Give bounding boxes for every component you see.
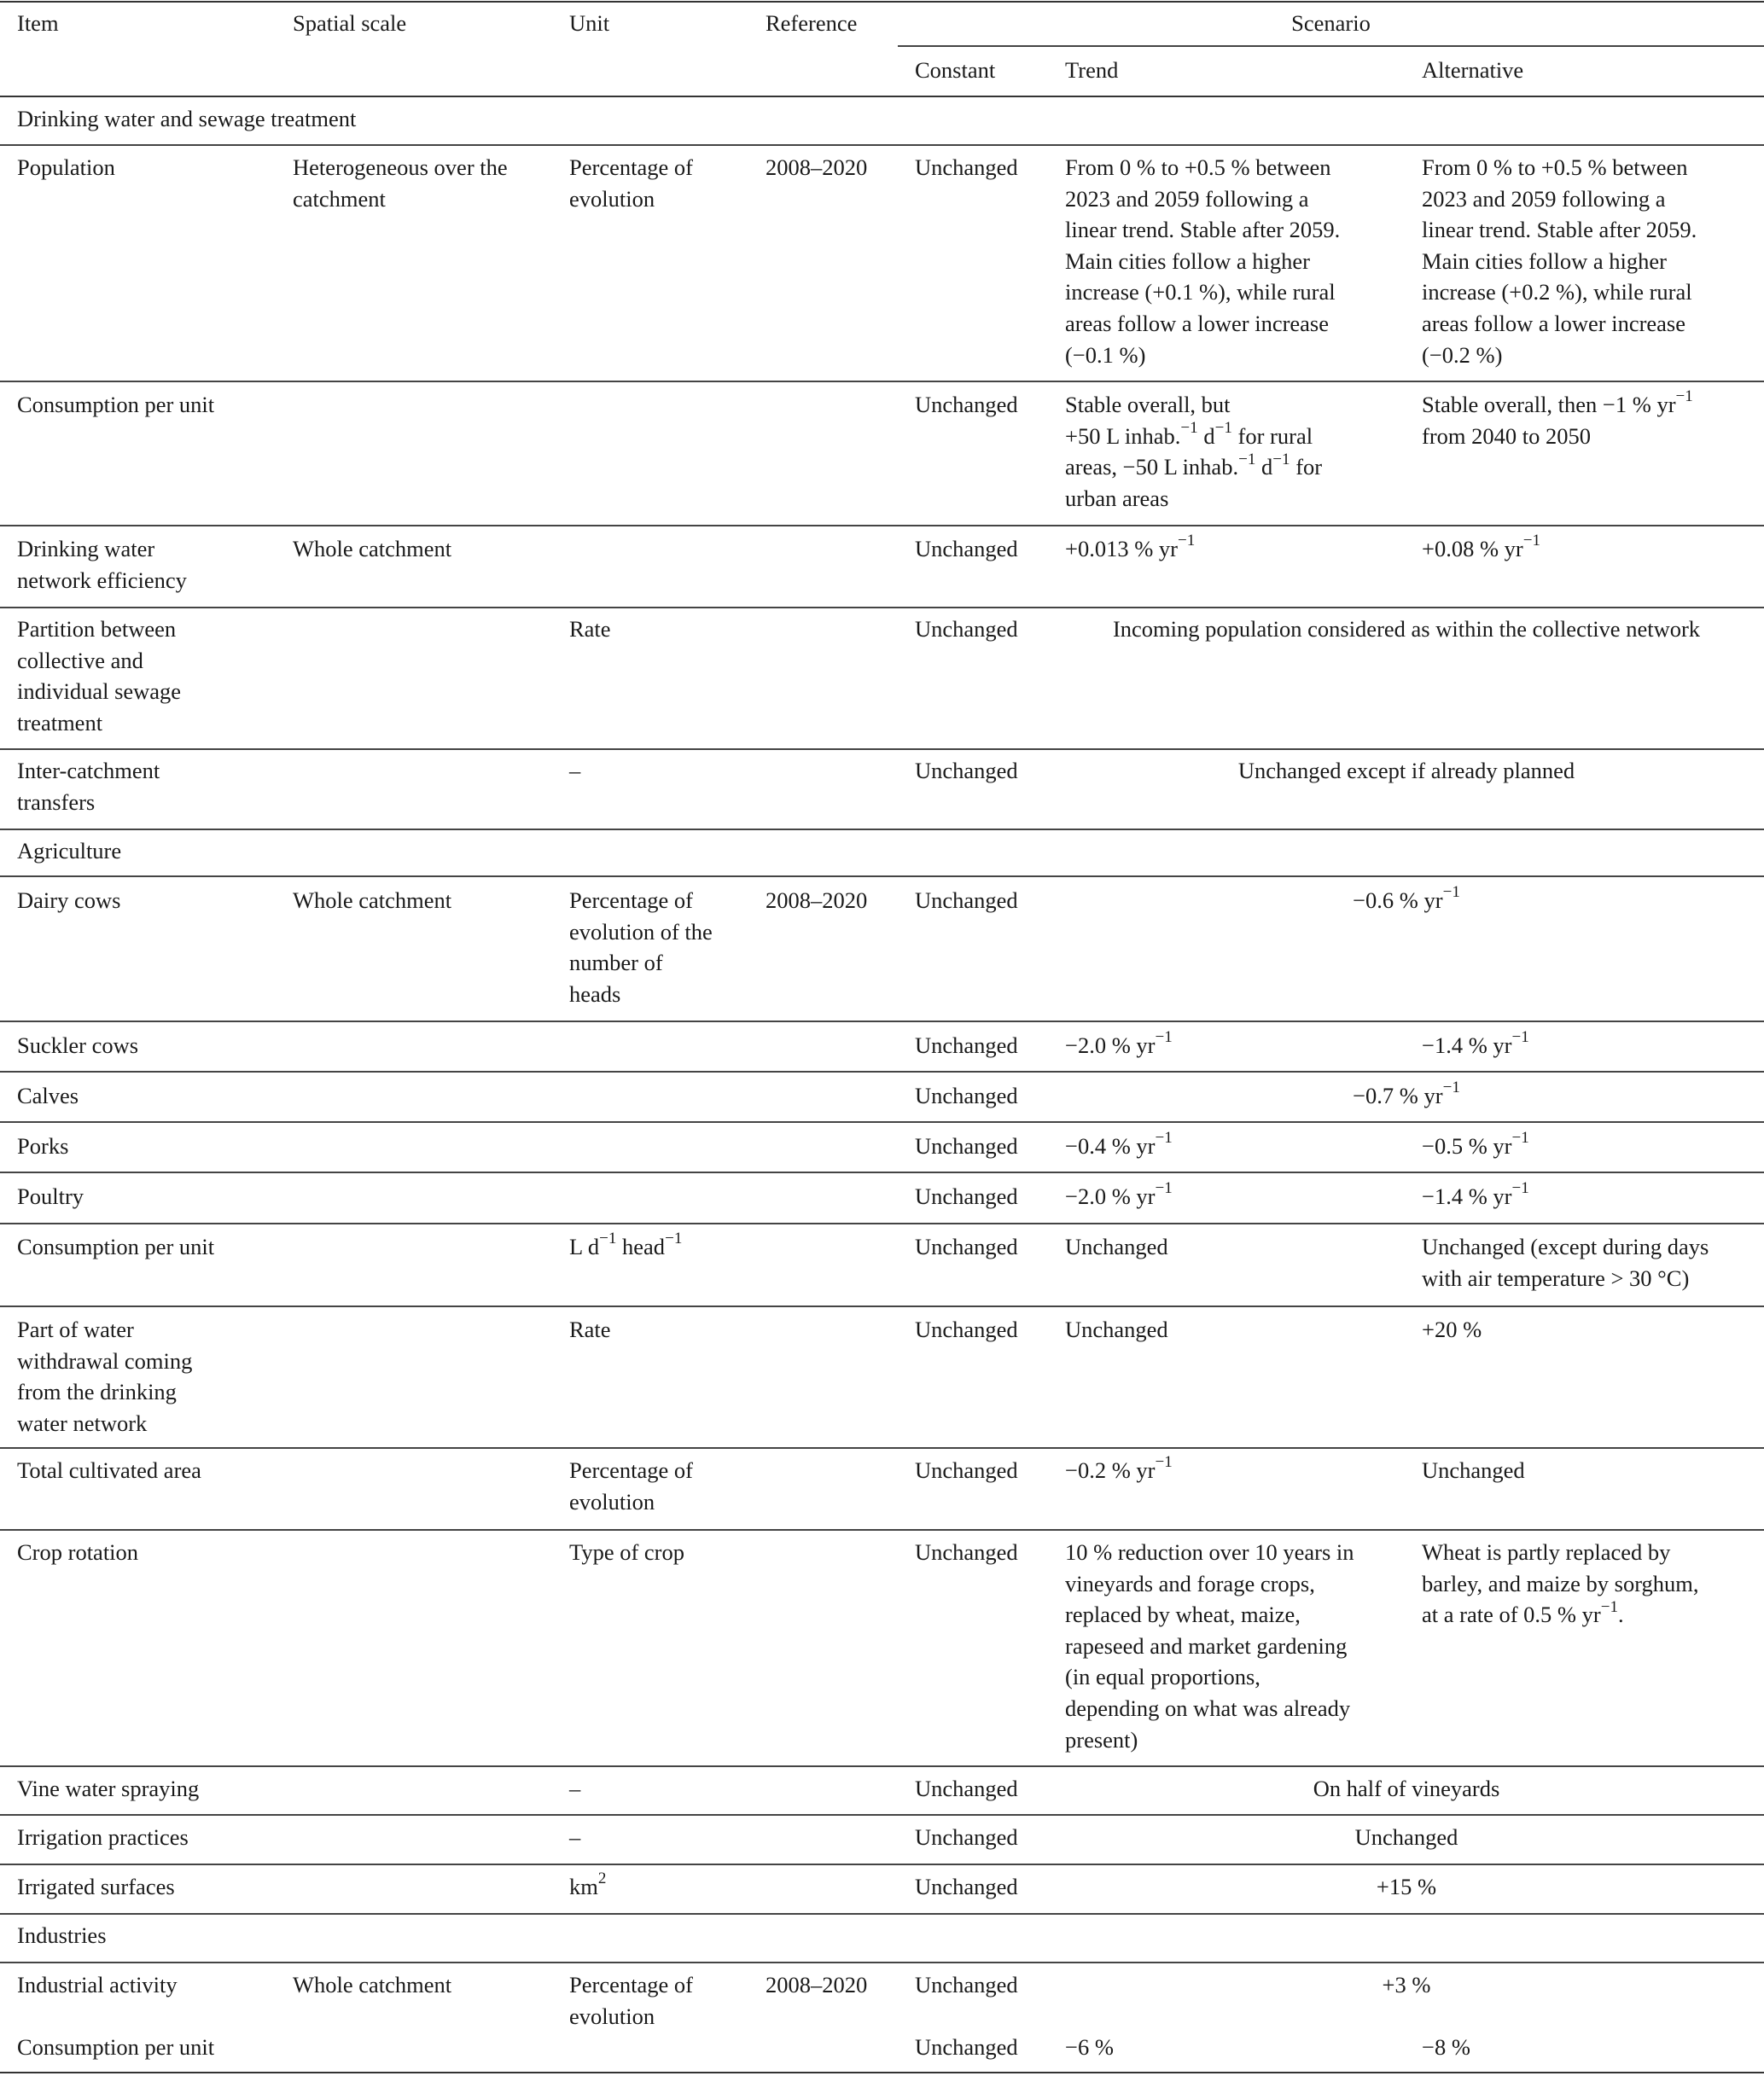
row-unit: – bbox=[569, 1824, 581, 1850]
line: Heterogeneous over the bbox=[293, 154, 508, 180]
row-item: Irrigation practices bbox=[17, 1824, 189, 1850]
row-item: Calves bbox=[17, 1083, 79, 1108]
header-spatial-scale: Spatial scale bbox=[293, 10, 407, 36]
row-trend-alternative-merged: +3 % bbox=[1382, 1972, 1431, 1997]
row-constant: Unchanged bbox=[915, 1183, 1018, 1209]
row-item: Consumption per unit bbox=[17, 392, 215, 417]
line: Percentage of bbox=[569, 154, 693, 180]
row-alternative bbox=[1422, 1231, 1709, 1294]
line: areas follow a lower increase bbox=[1422, 310, 1686, 336]
row-alternative bbox=[1422, 1537, 1699, 1631]
row-constant: Unchanged bbox=[915, 1539, 1018, 1565]
row-item: Irrigated surfaces bbox=[17, 1874, 175, 1899]
row-alternative: −8 % bbox=[1422, 2034, 1470, 2060]
row-divider bbox=[0, 144, 1764, 146]
text: areas, −50 L inhab. bbox=[1065, 454, 1239, 480]
text: −1.4 % yr bbox=[1422, 1032, 1512, 1058]
row-item bbox=[17, 613, 181, 738]
exponent: −1 bbox=[1511, 1028, 1529, 1047]
line: evolution bbox=[569, 185, 655, 212]
row-divider bbox=[0, 1121, 1764, 1123]
line: transfers bbox=[17, 788, 96, 815]
row-reference: 2008–2020 bbox=[766, 1972, 868, 1997]
row-spatial: Whole catchment bbox=[293, 536, 452, 561]
row-constant: Unchanged bbox=[915, 1972, 1018, 1997]
line: treatment bbox=[17, 709, 103, 736]
row-alternative: +20 % bbox=[1422, 1317, 1482, 1342]
line: replaced by wheat, maize, bbox=[1065, 1602, 1301, 1628]
row-constant: Unchanged bbox=[915, 1083, 1018, 1108]
line: number of bbox=[569, 950, 663, 976]
row-trend-alternative-merged: Unchanged except if already planned bbox=[1237, 758, 1575, 783]
line bbox=[1422, 1599, 1699, 1631]
row-trend-alternative-merged bbox=[1065, 1080, 1748, 1112]
text: d bbox=[1255, 454, 1273, 480]
row-constant: Unchanged bbox=[915, 1234, 1018, 1259]
row-constant: Unchanged bbox=[915, 616, 1018, 642]
text: −1.4 % yr bbox=[1422, 1183, 1512, 1209]
row-item: Industrial activity bbox=[17, 1972, 178, 1997]
row-divider bbox=[0, 381, 1764, 382]
exponent: −1 bbox=[1180, 418, 1198, 437]
row-constant: Unchanged bbox=[915, 1824, 1018, 1850]
row-item bbox=[17, 533, 187, 596]
row-alternative bbox=[1422, 1181, 1529, 1212]
row-item: Porks bbox=[17, 1133, 69, 1159]
exponent: 2 bbox=[597, 1870, 607, 1888]
text: +50 L inhab. bbox=[1065, 422, 1181, 449]
row-item: Suckler cows bbox=[17, 1032, 139, 1058]
text: −0.2 % yr bbox=[1065, 1457, 1156, 1483]
row-spatial bbox=[293, 152, 508, 214]
row-divider bbox=[0, 829, 1764, 830]
row-divider bbox=[0, 875, 1764, 877]
exponent: −1 bbox=[1272, 450, 1290, 468]
line: depending on what was already bbox=[1065, 1695, 1351, 1721]
exponent: −1 bbox=[1442, 1079, 1460, 1097]
header-unit: Unit bbox=[569, 10, 610, 36]
row-constant: Unchanged bbox=[915, 392, 1018, 417]
row-divider bbox=[0, 1529, 1764, 1531]
line: linear trend. Stable after 2059. bbox=[1065, 217, 1341, 243]
text: −2.0 % yr bbox=[1065, 1032, 1156, 1058]
line: increase (+0.1 %), while rural bbox=[1065, 279, 1336, 305]
exponent: −1 bbox=[1155, 1179, 1173, 1198]
row-divider bbox=[0, 1864, 1764, 1865]
table-top-rule bbox=[0, 1, 1764, 3]
row-unit bbox=[569, 1969, 693, 2032]
line: Stable overall, but bbox=[1065, 392, 1231, 417]
line: 2023 and 2059 following a bbox=[1422, 185, 1666, 212]
row-alternative: Unchanged bbox=[1422, 1457, 1525, 1483]
line: present) bbox=[1065, 1726, 1138, 1753]
line: with air temperature > 30 °C) bbox=[1422, 1265, 1690, 1291]
row-constant: Unchanged bbox=[915, 1317, 1018, 1342]
row-trend bbox=[1065, 533, 1195, 565]
row-trend: −6 % bbox=[1065, 2034, 1114, 2060]
section-industries: Industries bbox=[17, 1922, 107, 1948]
row-trend-alternative-merged: Unchanged bbox=[1354, 1824, 1458, 1850]
text: for rural bbox=[1231, 422, 1313, 449]
row-divider bbox=[0, 525, 1764, 526]
row-item: Consumption per unit bbox=[17, 2034, 215, 2060]
line: rapeseed and market gardening bbox=[1065, 1632, 1348, 1659]
exponent: −1 bbox=[1177, 532, 1196, 550]
exponent: −1 bbox=[1442, 883, 1460, 902]
row-trend-alternative-merged: Incoming population considered as within the collective network bbox=[1112, 616, 1701, 642]
line: From 0 % to +0.5 % between bbox=[1422, 154, 1688, 180]
row-constant: Unchanged bbox=[915, 1133, 1018, 1159]
row-constant: Unchanged bbox=[915, 887, 1018, 913]
row-unit bbox=[569, 1231, 682, 1263]
row-trend bbox=[1065, 1131, 1173, 1162]
row-divider bbox=[0, 1305, 1764, 1307]
header-reference: Reference bbox=[766, 10, 858, 36]
row-item: Vine water spraying bbox=[17, 1776, 200, 1801]
row-trend bbox=[1065, 1030, 1173, 1061]
row-divider bbox=[0, 607, 1764, 608]
row-constant: Unchanged bbox=[915, 536, 1018, 561]
exponent: −1 bbox=[665, 1230, 683, 1248]
row-divider bbox=[0, 1447, 1764, 1449]
line: withdrawal coming bbox=[17, 1347, 193, 1374]
text: +0.013 % yr bbox=[1065, 536, 1178, 561]
line: collective and bbox=[17, 647, 143, 673]
header-trend: Trend bbox=[1065, 57, 1119, 83]
line: Percentage of bbox=[569, 887, 693, 913]
line: linear trend. Stable after 2059. bbox=[1422, 217, 1697, 243]
row-divider bbox=[0, 1223, 1764, 1224]
text: +0.08 % yr bbox=[1422, 536, 1523, 561]
row-alternative bbox=[1422, 1131, 1529, 1162]
line: increase (+0.2 %), while rural bbox=[1422, 279, 1692, 305]
line: from the drinking bbox=[17, 1379, 177, 1405]
text: −2.0 % yr bbox=[1065, 1183, 1156, 1209]
line: Main cities follow a higher bbox=[1065, 247, 1311, 274]
row-unit: Type of crop bbox=[569, 1539, 685, 1565]
text: Stable overall, then −1 % yr bbox=[1422, 392, 1676, 417]
line: individual sewage bbox=[17, 678, 182, 705]
text: −0.6 % yr bbox=[1353, 887, 1443, 913]
header-bottom-rule bbox=[0, 96, 1764, 97]
header-alternative: Alternative bbox=[1422, 57, 1524, 83]
row-item: Dairy cows bbox=[17, 887, 121, 913]
section-agriculture: Agriculture bbox=[17, 838, 122, 864]
section-drinking-water: Drinking water and sewage treatment bbox=[17, 106, 357, 131]
text: km bbox=[569, 1874, 598, 1899]
row-unit bbox=[569, 1455, 693, 1517]
line: urban areas bbox=[1065, 485, 1169, 511]
exponent: −1 bbox=[1155, 1453, 1173, 1472]
row-divider bbox=[0, 1962, 1764, 1963]
line: evolution bbox=[569, 1488, 655, 1515]
row-item: Consumption per unit bbox=[17, 1234, 215, 1259]
row-constant: Unchanged bbox=[915, 1874, 1018, 1899]
row-item: Population bbox=[17, 154, 115, 180]
row-alternative bbox=[1422, 152, 1697, 370]
row-divider bbox=[0, 1765, 1764, 1767]
line: heads bbox=[569, 980, 621, 1007]
text: −0.5 % yr bbox=[1422, 1133, 1512, 1159]
exponent: −1 bbox=[1155, 1129, 1173, 1148]
header-scenario: Scenario bbox=[1291, 10, 1371, 36]
row-constant: Unchanged bbox=[915, 1032, 1018, 1058]
line: areas follow a lower increase bbox=[1065, 310, 1330, 336]
line: Inter-catchment bbox=[17, 758, 160, 783]
header-item: Item bbox=[17, 10, 59, 36]
row-item bbox=[17, 755, 160, 817]
row-spatial: Whole catchment bbox=[293, 1972, 452, 1997]
line: Percentage of bbox=[569, 1972, 693, 1997]
text: for bbox=[1290, 454, 1323, 480]
exponent: −1 bbox=[1675, 387, 1693, 406]
row-trend: Unchanged bbox=[1065, 1234, 1168, 1259]
row-divider bbox=[0, 748, 1764, 750]
row-divider bbox=[0, 1814, 1764, 1816]
line: barley, and maize by sorghum, bbox=[1422, 1570, 1699, 1596]
row-trend bbox=[1065, 152, 1340, 370]
line: (−0.2 %) bbox=[1422, 341, 1503, 368]
line: evolution bbox=[569, 2003, 655, 2029]
row-constant: Unchanged bbox=[915, 758, 1018, 783]
line: (in equal proportions, bbox=[1065, 1664, 1260, 1690]
line: (−0.1 %) bbox=[1065, 341, 1146, 368]
line: vineyards and forage crops, bbox=[1065, 1570, 1315, 1596]
scenario-underline bbox=[898, 45, 1764, 47]
exponent: −1 bbox=[1214, 418, 1232, 437]
row-item: Crop rotation bbox=[17, 1539, 139, 1565]
row-spatial: Whole catchment bbox=[293, 887, 452, 913]
line: Percentage of bbox=[569, 1457, 693, 1483]
row-unit: – bbox=[569, 758, 581, 783]
exponent: −1 bbox=[1155, 1028, 1173, 1047]
row-unit: Rate bbox=[569, 616, 611, 642]
exponent: −1 bbox=[1511, 1179, 1529, 1198]
row-unit bbox=[569, 885, 713, 1009]
row-alternative bbox=[1422, 533, 1540, 565]
text: −0.7 % yr bbox=[1353, 1083, 1443, 1108]
line: network efficiency bbox=[17, 567, 187, 593]
exponent: −1 bbox=[1600, 1597, 1619, 1616]
line: from 2040 to 2050 bbox=[1422, 422, 1591, 449]
row-item bbox=[17, 1314, 192, 1439]
text: L d bbox=[569, 1234, 600, 1259]
line: Part of water bbox=[17, 1317, 134, 1342]
exponent: −1 bbox=[1238, 450, 1256, 468]
line bbox=[1065, 451, 1322, 483]
line: catchment bbox=[293, 185, 386, 212]
row-divider bbox=[0, 1071, 1764, 1073]
row-alternative bbox=[1422, 389, 1693, 451]
row-constant: Unchanged bbox=[915, 1457, 1018, 1483]
row-trend bbox=[1065, 1537, 1354, 1755]
text: −0.4 % yr bbox=[1065, 1133, 1156, 1159]
row-reference: 2008–2020 bbox=[766, 154, 868, 180]
row-item: Total cultivated area bbox=[17, 1457, 201, 1483]
row-constant: Unchanged bbox=[915, 1776, 1018, 1801]
line: 10 % reduction over 10 years in bbox=[1065, 1539, 1354, 1565]
row-constant: Unchanged bbox=[915, 154, 1018, 180]
row-item: Poultry bbox=[17, 1183, 84, 1209]
line: From 0 % to +0.5 % between bbox=[1065, 154, 1331, 180]
row-unit: – bbox=[569, 1776, 581, 1801]
row-trend bbox=[1065, 1455, 1173, 1486]
row-trend: Unchanged bbox=[1065, 1317, 1168, 1342]
row-reference: 2008–2020 bbox=[766, 887, 868, 913]
row-trend bbox=[1065, 1181, 1173, 1212]
line: Wheat is partly replaced by bbox=[1422, 1539, 1671, 1565]
text: at a rate of 0.5 % yr bbox=[1422, 1602, 1601, 1628]
line: 2023 and 2059 following a bbox=[1065, 185, 1309, 212]
header-constant: Constant bbox=[915, 57, 996, 83]
text: head bbox=[616, 1234, 666, 1259]
line: Unchanged (except during days bbox=[1422, 1234, 1709, 1259]
line bbox=[1065, 418, 1322, 452]
row-divider bbox=[0, 1021, 1764, 1022]
text: d bbox=[1197, 422, 1215, 449]
row-unit: Rate bbox=[569, 1317, 611, 1342]
row-constant: Unchanged bbox=[915, 2034, 1018, 2060]
line bbox=[1422, 389, 1693, 421]
row-trend-alternative-merged: On half of vineyards bbox=[1313, 1776, 1500, 1801]
line: evolution of the bbox=[569, 918, 713, 945]
row-unit bbox=[569, 1871, 606, 1903]
row-divider bbox=[0, 1172, 1764, 1173]
row-alternative bbox=[1422, 1030, 1529, 1061]
row-trend-alternative-merged: +15 % bbox=[1376, 1874, 1437, 1899]
line: Main cities follow a higher bbox=[1422, 247, 1668, 274]
row-unit bbox=[569, 152, 693, 214]
line: Drinking water bbox=[17, 536, 155, 561]
text: . bbox=[1618, 1602, 1624, 1628]
exponent: −1 bbox=[1511, 1129, 1529, 1148]
line: Partition between bbox=[17, 616, 177, 642]
row-trend bbox=[1065, 389, 1322, 514]
line: water network bbox=[17, 1410, 148, 1436]
exponent: −1 bbox=[599, 1230, 617, 1248]
row-trend-alternative-merged bbox=[1065, 885, 1748, 916]
row-divider bbox=[0, 1913, 1764, 1915]
exponent: −1 bbox=[1522, 532, 1541, 550]
table-bottom-rule bbox=[0, 2072, 1764, 2073]
